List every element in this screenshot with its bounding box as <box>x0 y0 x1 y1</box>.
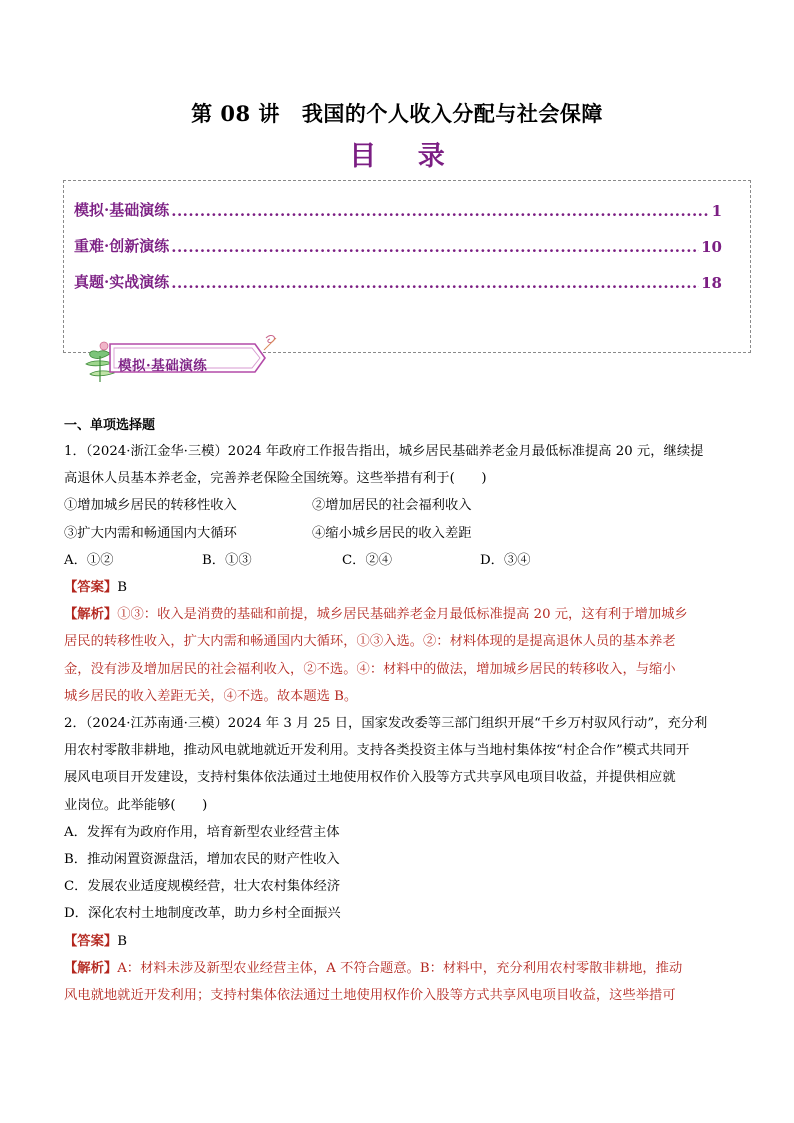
page-title <box>0 98 794 128</box>
analysis-tag: 【解析】 <box>64 607 118 623</box>
question-1-statement-1: ①增加城乡居民的转移性收入 <box>64 498 237 514</box>
question-2-stem-line2: 用农村零散非耕地，推动风电就地就近开发利用。支持各类投资主体与当地村集体按“村企合作”模式共同开 <box>64 743 690 759</box>
question-1 <box>64 438 744 1009</box>
section-heading: 一、单项选择题 <box>64 418 156 433</box>
question-1-choice-b[interactable]: B．①③ <box>202 552 252 568</box>
question-1-options-row1 <box>64 492 744 519</box>
question-1-options-row2 <box>64 520 744 547</box>
answer-tag: 【答案】 <box>64 933 118 949</box>
title-topic: 我国的个人收入分配与社会保障 <box>301 101 603 126</box>
question-2-answer <box>64 928 744 955</box>
question-1-stem-line2: 高退休人员基本养老金，完善养老保险全国统筹。这些举措有利于( ) <box>64 471 487 487</box>
section-badge-label: 模拟·基础演练 <box>118 358 208 374</box>
toc-entry-label: 真题·实战演练 <box>74 273 170 291</box>
question-2-choice-d[interactable]: D．深化农村土地制度改革，助力乡村全面振兴 <box>64 906 341 922</box>
title-lecture-number: 第 08 讲 <box>191 101 280 126</box>
question-1-analysis-line2: 居民的转移性收入，扩大内需和畅通国内大循环，①③入选。②：材料体现的是提高退休人员的基本养老 <box>64 634 676 650</box>
answer-value: B <box>117 580 127 596</box>
toc-leader-dots <box>171 238 699 256</box>
toc-entry-2[interactable] <box>74 235 722 256</box>
answer-value: B <box>117 933 127 949</box>
question-2-choice-b[interactable]: B．推动闲置资源盘活，增加农民的财产性收入 <box>64 852 340 868</box>
toc-entry-page: 10 <box>701 238 722 256</box>
question-2-stem-line4: 业岗位。此举能够( ) <box>64 797 208 813</box>
analysis-tag: 【解析】 <box>64 960 118 976</box>
question-1-answer <box>64 574 744 601</box>
question-2-choice-c[interactable]: C．发展农业适度规模经营，壮大农村集体经济 <box>64 879 341 895</box>
question-2-stem-line1: 2．（2024·江苏南通·三模）2024 年 3 月 25 日，国家发改委等三部门组织开展“千乡万村驭风行动”，充分利 <box>64 716 708 732</box>
question-1-statement-4: ④缩小城乡居民的收入差距 <box>312 525 472 541</box>
toc-entry-label: 模拟·基础演练 <box>74 201 170 219</box>
question-1-analysis-line3: 金，没有涉及增加居民的社会福利收入，②不选。④：材料中的做法，增加城乡居民的转移收入，与缩小 <box>64 661 676 677</box>
question-2-analysis-line1: 【解析】A：材料未涉及新型农业经营主体，A 不符合题意。B：材料中，充分利用农村零散非耕地，推动 <box>64 960 683 976</box>
question-1-statement-3: ③扩大内需和畅通国内大循环 <box>64 525 237 541</box>
question-2-analysis-line2: 风电就地就近开发利用；支持村集体依法通过土地使用权作价入股等方式共享风电项目收益，这些举措可 <box>64 988 676 1004</box>
question-1-statement-2: ②增加居民的社会福利收入 <box>312 498 472 514</box>
toc-leader-dots <box>171 202 709 220</box>
answer-tag: 【答案】 <box>64 580 118 596</box>
question-1-choice-c[interactable]: C．②④ <box>342 552 393 568</box>
question-1-stem-line1: 1．（2024·浙江金华·三模）2024 年政府工作报告指出，城乡居民基础养老金月最低标准提高 20 元，继续提 <box>64 444 704 459</box>
question-1-analysis-line4: 城乡居民的收入差距无关，④不选。故本题选 B。 <box>64 688 358 704</box>
toc-entry-3[interactable] <box>74 271 722 292</box>
toc-heading: 目 录 <box>349 141 461 172</box>
question-2-choice-a[interactable]: A．发挥有为政府作用，培育新型农业经营主体 <box>64 824 340 840</box>
toc-entry-page: 1 <box>711 202 722 220</box>
toc-entry-page: 18 <box>701 274 722 292</box>
toc-entry-1[interactable] <box>74 199 722 220</box>
question-1-analysis-line1: 【解析】①③：收入是消费的基础和前提，城乡居民基础养老金月最低标准提高 20 元，这有利于增加城乡 <box>64 607 688 623</box>
toc-leader-dots <box>171 274 699 292</box>
question-2-stem-line3: 展风电项目开发建设，支持村集体依法通过土地使用权作价入股等方式共享风电项目收益，并提供相应就 <box>64 770 676 786</box>
question-1-choice-d[interactable]: D．③④ <box>480 552 531 568</box>
toc-entry-label: 重难·创新演练 <box>74 237 170 255</box>
table-of-contents <box>63 180 751 353</box>
question-1-choice-a[interactable]: A．①② <box>64 552 114 568</box>
question-1-choices <box>64 547 744 574</box>
